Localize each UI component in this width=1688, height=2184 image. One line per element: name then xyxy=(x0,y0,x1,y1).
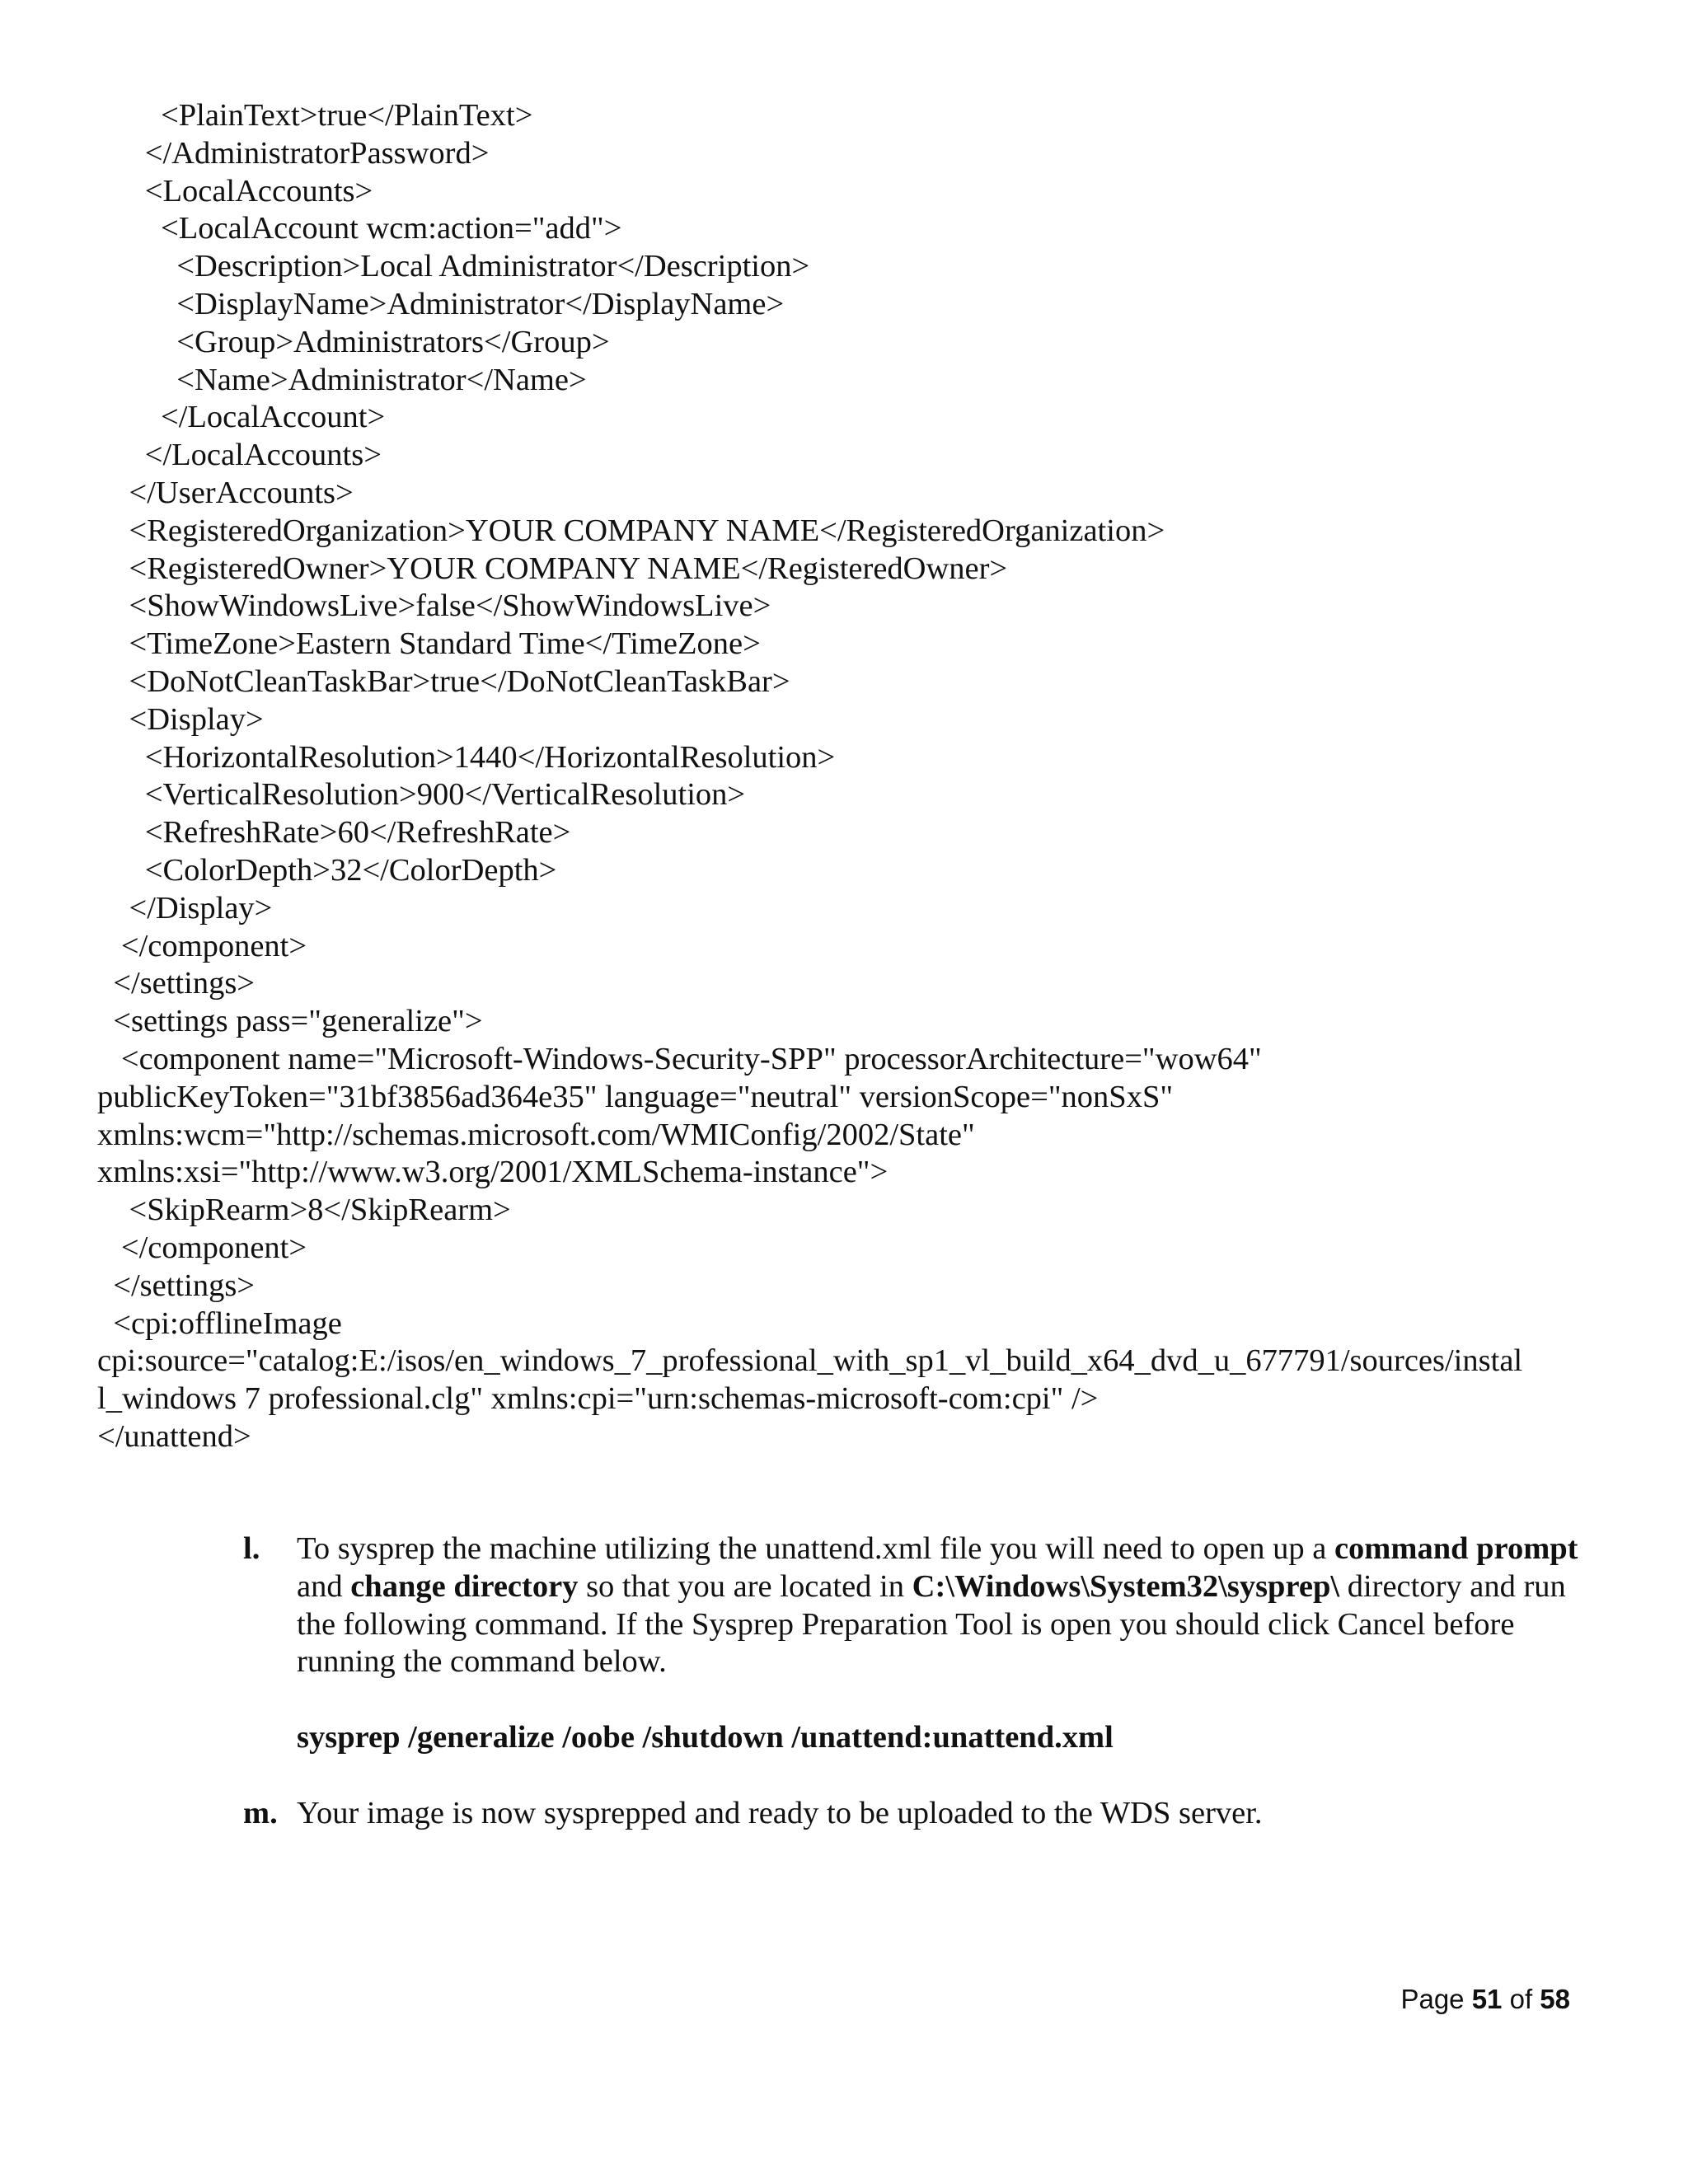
step-m xyxy=(243,1795,1578,1833)
xml-line: </component> xyxy=(97,1230,307,1265)
xml-line: </component> xyxy=(97,928,307,963)
xml-line: <SkipRearm>8</SkipRearm> xyxy=(97,1193,511,1228)
xml-line: </UserAccounts> xyxy=(97,475,354,510)
xml-line: </AdministratorPassword> xyxy=(97,135,490,171)
step-m-text: Your image is now sysprepped and ready to be uploaded to the WDS server. xyxy=(297,1795,1263,1830)
xml-line: <DoNotCleanTaskBar>true</DoNotCleanTaskBar> xyxy=(97,663,790,699)
xml-line: xmlns:xsi="http://www.w3.org/2001/XMLSchema-instance"> xyxy=(97,1155,889,1190)
xml-line: <ColorDepth>32</ColorDepth> xyxy=(97,852,557,888)
xml-line: <ShowWindowsLive>false</ShowWindowsLive> xyxy=(97,588,771,624)
xml-line: </settings> xyxy=(97,966,256,1001)
step-text-run: and xyxy=(297,1568,351,1604)
xml-line: <HorizontalResolution>1440</HorizontalResolution> xyxy=(97,739,836,775)
xml-line: <TimeZone>Eastern Standard Time</TimeZone> xyxy=(97,626,761,662)
xml-line: <cpi:offlineImage xyxy=(97,1305,342,1341)
bold-term: change directory xyxy=(350,1568,579,1604)
xml-line: <Display> xyxy=(97,701,264,737)
xml-line: <RegisteredOrganization>YOUR COMPANY NAME</RegisteredOrganization> xyxy=(97,513,1165,548)
page-of-label: of xyxy=(1502,1984,1540,2014)
xml-line: </unattend> xyxy=(97,1418,251,1454)
xml-line: <component name="Microsoft-Windows-Security-SPP" processorArchitecture="wow64" xyxy=(97,1041,1262,1076)
sysprep-command: sysprep /generalize /oobe /shutdown /unattend:unattend.xml xyxy=(297,1719,1114,1755)
bold-term: command prompt xyxy=(1334,1531,1578,1566)
xml-line: <settings pass="generalize"> xyxy=(97,1004,483,1039)
xml-line: xmlns:wcm="http://schemas.microsoft.com/WMIConfig/2002/State" xyxy=(97,1117,975,1152)
xml-line: <RefreshRate>60</RefreshRate> xyxy=(97,815,571,851)
xml-line: <Description>Local Administrator</Description> xyxy=(97,249,810,284)
step-letter: m. xyxy=(243,1795,278,1830)
instruction-steps xyxy=(243,1530,1578,1832)
step-l-text xyxy=(297,1530,1578,1681)
step-text-run: so that you are located in xyxy=(578,1568,912,1604)
step-text-run: To sysprep the machine utilizing the unattend.xml file you will need to open up a xyxy=(297,1531,1334,1566)
xml-code-block xyxy=(97,97,1597,1456)
xml-line: <Name>Administrator</Name> xyxy=(97,362,587,397)
xml-line: <RegisteredOwner>YOUR COMPANY NAME</RegisteredOwner> xyxy=(97,551,1008,586)
current-page-number: 51 xyxy=(1471,1984,1503,2014)
xml-line: <DisplayName>Administrator</DisplayName> xyxy=(97,286,785,321)
xml-line: <LocalAccounts> xyxy=(97,173,373,209)
page-number-footer xyxy=(1400,1984,1570,2015)
xml-line: l_windows 7 professional.clg" xmlns:cpi="urn:schemas-microsoft-com:cpi" /> xyxy=(97,1381,1099,1417)
xml-line: <VerticalResolution>900</VerticalResolution> xyxy=(97,777,746,813)
xml-line: </Display> xyxy=(97,890,273,926)
xml-line: <PlainText>true</PlainText> xyxy=(97,98,533,133)
step-letter: l. xyxy=(243,1531,260,1566)
xml-line: </LocalAccounts> xyxy=(97,438,382,473)
xml-line: <LocalAccount wcm:action="add"> xyxy=(97,211,622,246)
xml-line: </settings> xyxy=(97,1268,256,1303)
xml-line: publicKeyToken="31bf3856ad364e35" language="neutral" versionScope="nonSxS" xyxy=(97,1079,1174,1114)
xml-line: cpi:source="catalog:E:/isos/en_windows_7_professional_with_sp1_vl_build_x64_dvd_u_677791/sources/instal xyxy=(97,1343,1523,1379)
step-l xyxy=(243,1530,1578,1757)
xml-line: <Group>Administrators</Group> xyxy=(97,324,610,359)
total-page-count: 58 xyxy=(1540,1984,1570,2014)
page-prefix: Page xyxy=(1400,1984,1472,2014)
step-text-run: directory and run the following command. If the Sysprep Preparation Tool is open you should click Cancel before running the command below. xyxy=(297,1568,1566,1680)
bold-path: C:\Windows\System32\sysprep\ xyxy=(912,1568,1340,1604)
xml-line: </LocalAccount> xyxy=(97,400,386,435)
